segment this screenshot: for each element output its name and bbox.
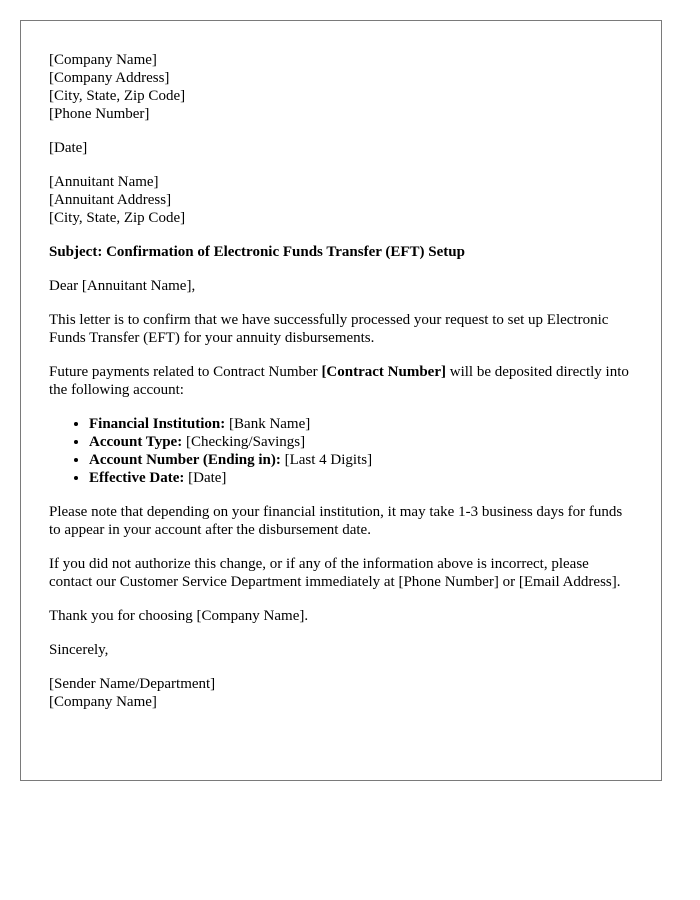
financial-institution-value: [Bank Name] <box>225 416 311 432</box>
financial-institution-label: Financial Institution: <box>89 416 226 432</box>
contract-number: [Contract Number] <box>321 364 446 380</box>
recipient-city-state-zip: [City, State, Zip Code] <box>49 210 186 226</box>
account-type-value: [Checking/Savings] <box>182 434 306 450</box>
recipient-address: [Annuitant Address] <box>49 192 172 208</box>
list-item <box>89 433 633 451</box>
signature-company-name: [Company Name] <box>49 694 157 710</box>
sender-address-block <box>49 51 633 123</box>
recipient-address-block <box>49 173 633 227</box>
list-item <box>89 451 633 469</box>
effective-date-value: [Date] <box>184 470 227 486</box>
sender-company-address: [Company Address] <box>49 70 170 86</box>
subject-line: Subject: Confirmation of Electronic Funds Transfer (EFT) Setup <box>49 244 465 260</box>
letter-date: [Date] <box>49 140 88 156</box>
list-item <box>89 469 633 487</box>
thanks-line: Thank you for choosing [Company Name]. <box>49 608 309 624</box>
signature-sender-name: [Sender Name/Department] <box>49 676 216 692</box>
sender-city-state-zip: [City, State, Zip Code] <box>49 88 186 104</box>
payments-paragraph <box>49 363 633 399</box>
closing-line: Sincerely, <box>49 642 109 658</box>
timing-paragraph: Please note that depending on your financial institution, it may take 1-3 business days for funds to appear in your account after the disbursement date. <box>49 504 623 538</box>
intro-paragraph: This letter is to confirm that we have successfully processed your request to set up Electronic Funds Transfer (EFT) for your annuity disbursements. <box>49 312 609 346</box>
signature-block <box>49 675 633 711</box>
sender-phone-number: [Phone Number] <box>49 106 150 122</box>
account-details-list <box>49 415 633 487</box>
effective-date-label: Effective Date: <box>89 470 185 486</box>
recipient-name: [Annuitant Name] <box>49 174 159 190</box>
letter-page <box>20 20 662 781</box>
account-number-label: Account Number (Ending in): <box>89 452 281 468</box>
payments-text-before: Future payments related to Contract Number <box>49 364 322 380</box>
salutation: Dear [Annuitant Name], <box>49 278 196 294</box>
contact-paragraph: If you did not authorize this change, or if any of the information above is incorrect, please contact our Customer Service Department immediately at [Phone Number] or [Email Address]. <box>49 556 621 590</box>
sender-company-name: [Company Name] <box>49 52 157 68</box>
list-item <box>89 415 633 433</box>
account-type-label: Account Type: <box>89 434 183 450</box>
account-number-value: [Last 4 Digits] <box>280 452 373 468</box>
payments-text-after: will be deposited directly into the following account: <box>49 364 629 398</box>
